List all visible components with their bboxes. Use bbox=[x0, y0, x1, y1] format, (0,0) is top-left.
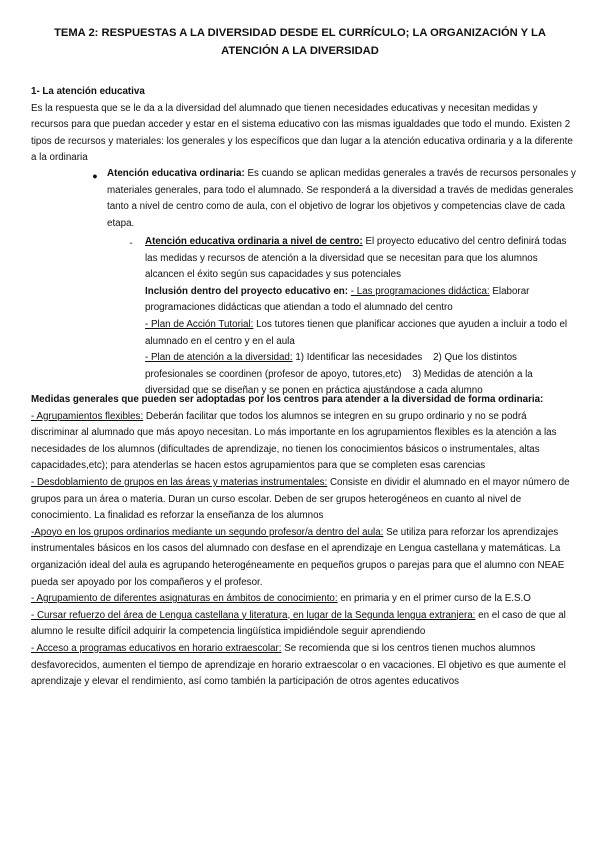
medida-label: - Desdoblamiento de grupos en las áreas y materias instrumentales: bbox=[31, 476, 328, 488]
bullet-icon: ● bbox=[92, 171, 98, 181]
medida-item bbox=[31, 525, 576, 591]
title-line-2: ATENCIÓN A LA DIVERSIDAD bbox=[221, 45, 379, 57]
medida-label: - Cursar refuerzo del área de Lengua castellana y literatura, en lugar de la Segunda lengua extranjera: bbox=[31, 609, 476, 621]
dash-icon: - bbox=[129, 238, 133, 249]
medida-item bbox=[31, 591, 576, 608]
medida-label: - Agrupamiento de diferentes asignaturas en ámbitos de conocimiento: bbox=[31, 593, 338, 605]
medida-item bbox=[31, 641, 576, 691]
title-line-1: TEMA 2: RESPUESTAS A LA DIVERSIDAD DESDE EL CURRÍCULO; LA ORGANIZACIÓN Y LA bbox=[54, 27, 546, 39]
medida-text: Se recomienda que si los centros tienen muchos alumnos desfavorecidos, aumenten el tiempo de aprendizaje en horario extraescolar o en vacaciones. El objetivo es que aumente el aprendizaje y elevar el rendimiento, así como también la participación de otros agentes educativos bbox=[31, 642, 566, 688]
inclusion-label: Inclusión dentro del proyecto educativo en: bbox=[145, 285, 349, 297]
section-medidas-generales bbox=[31, 392, 576, 691]
medida-label: - Acceso a programas educativos en horario extraescolar: bbox=[31, 642, 282, 654]
medida-item bbox=[31, 608, 576, 641]
ordinaria-term: Atención educativa ordinaria: bbox=[107, 168, 245, 179]
medida-label: -Apoyo en los grupos ordinarios mediante un segundo profesor/a dentro del aula: bbox=[31, 526, 384, 538]
centro-text: El proyecto educativo del centro definirá todas las medidas y recursos de atención a la diversidad que se necesitan para que los alumnos alcancen el éxito según sus capacidades y sus potenciales bbox=[145, 236, 567, 281]
section-heading: 1- La atención educativa bbox=[31, 86, 145, 97]
medida-text: Consiste en dividir el alumnado en el mayor número de grupos para un área o materia. Duran un curso escolar. Deben de ser grupos heterogéneos en cuanto al nivel de conocimiento. La finalidad es reforzar la enseñanza de los alumnos bbox=[31, 476, 570, 522]
medida-item bbox=[31, 475, 576, 525]
medidas-heading: Medidas generales que pueden ser adoptadas por los centros para atender a la diversidad de forma ordinaria: bbox=[31, 394, 544, 405]
document-title bbox=[20, 24, 580, 60]
plan-text: 1) Identificar las necesidades 2) Que los distintos profesionales se coordinen (profesor de apoyo, tutores,etc) 3) Medidas de atención a la diversidad que se diseñan y se ponen en práctica ajustándose a cada alumno bbox=[145, 352, 536, 397]
medida-label: - Agrupamientos flexibles: bbox=[31, 410, 144, 422]
medida-item bbox=[31, 409, 576, 475]
tutorial-text: Los tutores tienen que planificar acciones que ayuden a incluir a todo el alumnado en el centro y en el aula bbox=[145, 318, 568, 347]
tutorial-label: - Plan de Acción Tutorial: bbox=[145, 318, 254, 330]
programaciones-label: - Las programaciones didáctica: bbox=[350, 285, 490, 297]
medida-text: en el caso de que al alumno le resulte difícil adquirir la competencia lingüística impidiéndole seguir aprendiendo bbox=[31, 609, 566, 638]
plan-label: - Plan de atención a la diversidad: bbox=[145, 352, 293, 364]
medida-text: Deberán facilitar que todos los alumnos se integren en su grupo ordinario y no se podrá discriminar al alumnado que más apoyo necesitan. Lo más importante en los agrupamientos flexibles es la atención a las necesidades de los alumnos (dificultades de aprendizaje, no tienen los conocimientos básicos o instrumentales, altas capacidades,etc); para atenderlas se hacen estos agrupamientos para que se completen esas carencias bbox=[31, 410, 557, 472]
centro-term: Atención educativa ordinaria a nivel de centro: bbox=[145, 236, 363, 247]
ordinaria-text: Es cuando se aplican medidas generales a través de recursos personales y materiales generales, para todo el alumnado. Se responderá a la diversidad a través de medidas generales tanto a nivel de centro como de aula, con el objetivo de lograr los objetivos y competencias clave de cada etapa. bbox=[107, 168, 576, 229]
ordinaria-item bbox=[107, 166, 577, 232]
programaciones-text: Elaborar programaciones didácticas que atiendan a todo el alumnado del centro bbox=[145, 285, 530, 314]
medida-text: Se utiliza para reforzar los aprendizajes instrumentales básicos en los casos del alumnado con desfase en el aprendizaje en Lengua castellana y matemáticas. La organización ideal del aula es agrupando heterogéneamente en pequeños grupos o parejas para que el alumno con NEAE pueda ser apoyado por los compañeros y el profesor. bbox=[31, 526, 565, 588]
section-paragraph: Es la respuesta que se le da a la diversidad del alumnado que tienen necesidades educativas y necesitan medidas y recursos para que puedan acceder y estar en el sistema educativo con las mismas igualdades que todo el mundo. Existen 2 tipos de recursos y materiales: los generales y los específicos que dan lugar a la atención educativa ordinaria y a la diferente a la ordinaria bbox=[31, 102, 573, 164]
centro-item bbox=[145, 234, 575, 400]
medida-text: en primaria y en el primer curso de la E.S.O bbox=[337, 593, 531, 605]
section-atencion-educativa bbox=[31, 84, 576, 167]
